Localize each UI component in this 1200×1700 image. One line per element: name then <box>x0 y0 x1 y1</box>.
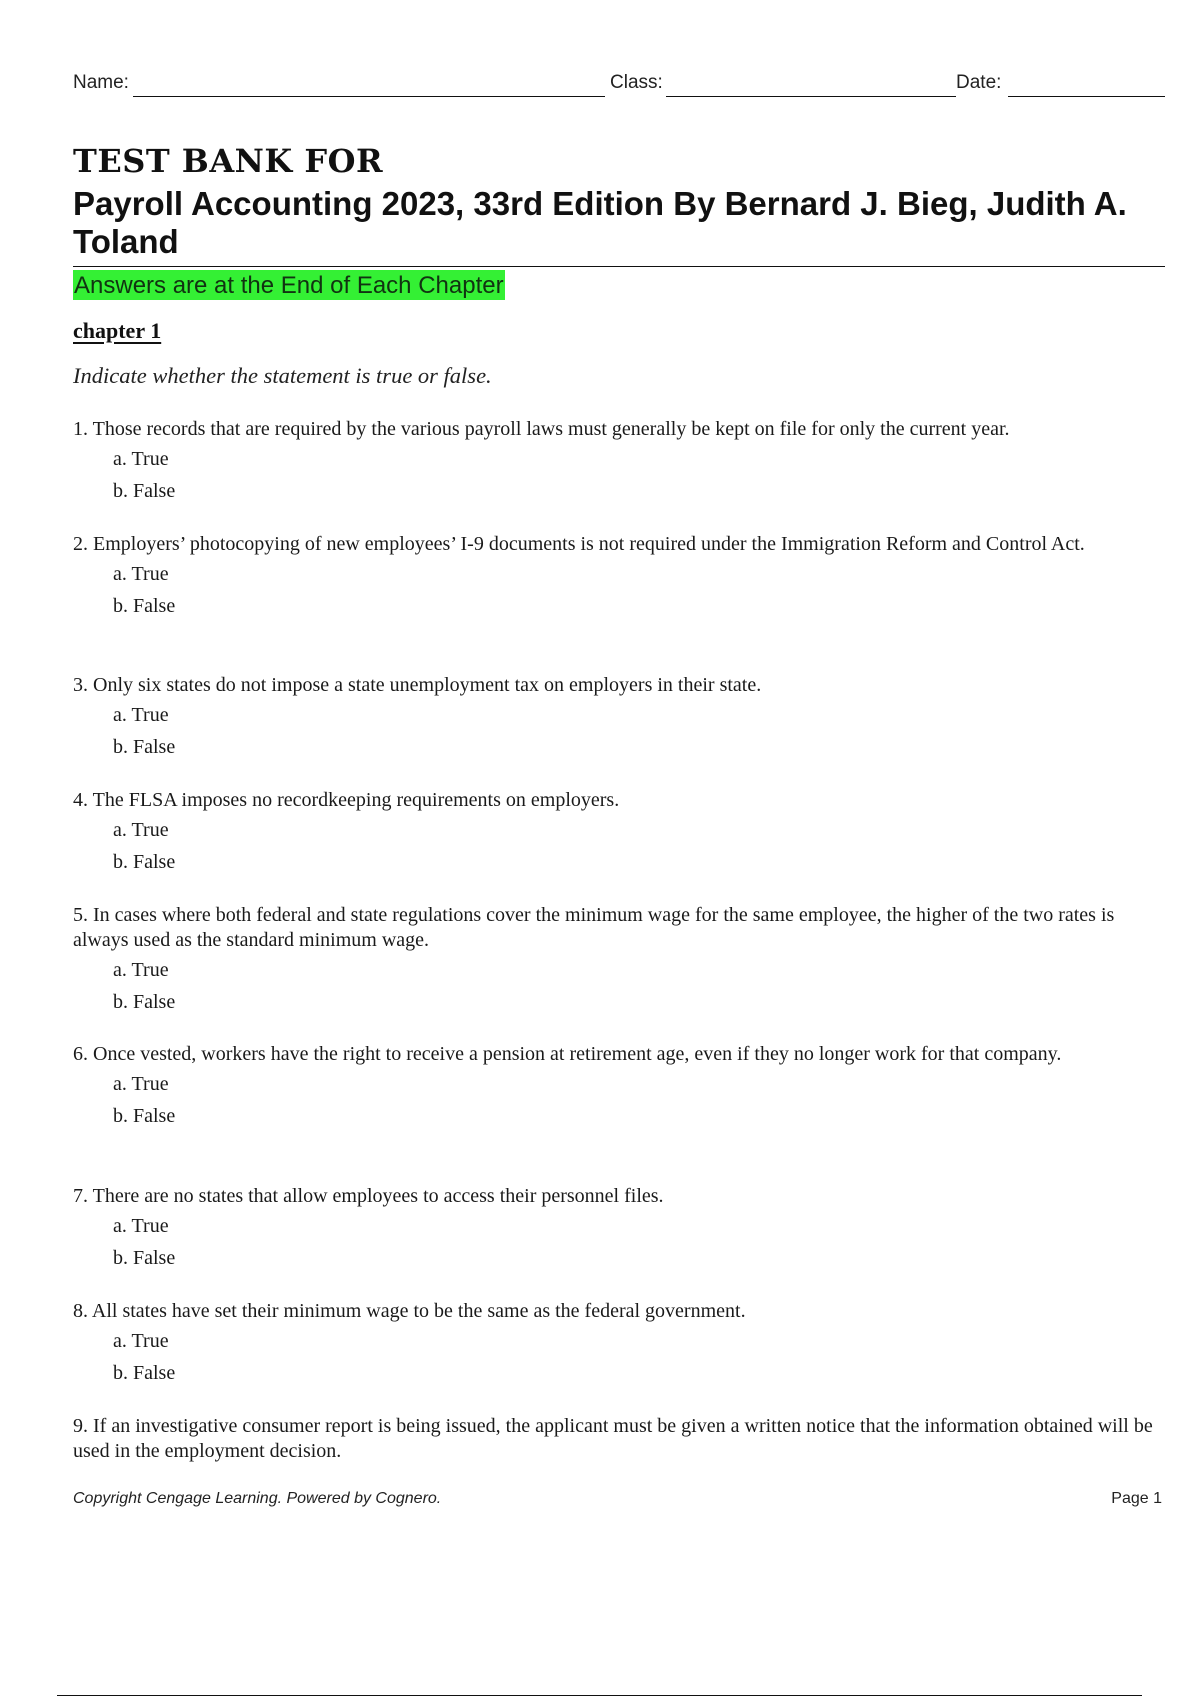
document-page <box>73 0 1162 1700</box>
answers-note-highlight: Answers are at the End of Each Chapter <box>74 272 504 299</box>
option-true: a. True <box>113 563 169 585</box>
question-stem: 9. If an investigative consumer report is being issued, the applicant must be given a written notice that the information obtained will be used in the employment decision. <box>73 1415 1153 1462</box>
question-item <box>73 788 1165 877</box>
chapter-heading: chapter 1 <box>73 318 162 343</box>
question-stem: 1. Those records that are required by the various payroll laws must generally be kept on file for only the current year. <box>73 418 1010 440</box>
option-false: b. False <box>113 1362 176 1384</box>
name-label: Name: <box>73 72 129 93</box>
question-item <box>73 532 1165 621</box>
page-bottom-divider <box>57 1695 1142 1696</box>
option-true: a. True <box>113 959 169 981</box>
option-false: b. False <box>113 595 176 617</box>
student-info-header <box>73 72 1162 102</box>
copyright-text: Copyright Cengage Learning. Powered by Cognero. <box>73 1490 442 1507</box>
date-label: Date: <box>956 72 1002 93</box>
question-stem: 7. There are no states that allow employees to access their personnel files. <box>73 1185 664 1207</box>
name-field-line[interactable] <box>133 96 605 97</box>
test-bank-heading: TEST BANK FOR <box>73 142 384 180</box>
class-field-line[interactable] <box>666 96 956 97</box>
question-item <box>73 673 1165 762</box>
date-field-line[interactable] <box>1008 96 1165 97</box>
question-stem: 5. In cases where both federal and state regulations cover the minimum wage for the same employee, the higher of the two rates is always used as the standard minimum wage. <box>73 904 1115 951</box>
question-stem: 4. The FLSA imposes no recordkeeping requirements on employers. <box>73 789 620 811</box>
question-item <box>73 1042 1165 1131</box>
option-true: a. True <box>113 704 169 726</box>
option-false: b. False <box>113 480 176 502</box>
book-title: Payroll Accounting 2023, 33rd Edition By Bernard J. Bieg, Judith A. Toland <box>73 185 1127 260</box>
question-item <box>73 1299 1165 1388</box>
page-number: Page 1 <box>1111 1490 1162 1507</box>
instructions-text: Indicate whether the statement is true or false. <box>73 363 492 388</box>
question-stem: 2. Employers’ photocopying of new employees’ I-9 documents is not required under the Immigration Reform and Control Act. <box>73 533 1085 555</box>
question-item <box>73 903 1165 1017</box>
option-false: b. False <box>113 1105 176 1127</box>
option-false: b. False <box>113 851 176 873</box>
option-true: a. True <box>113 1073 169 1095</box>
option-false: b. False <box>113 991 176 1013</box>
option-true: a. True <box>113 1215 169 1237</box>
question-item <box>73 1184 1165 1273</box>
question-stem: 3. Only six states do not impose a state unemployment tax on employers in their state. <box>73 674 762 696</box>
question-stem: 6. Once vested, workers have the right to receive a pension at retirement age, even if they no longer work for that company. <box>73 1043 1062 1065</box>
option-false: b. False <box>113 736 176 758</box>
title-divider <box>73 266 1165 267</box>
class-label: Class: <box>610 72 663 93</box>
option-false: b. False <box>113 1247 176 1269</box>
question-item <box>73 1414 1165 1464</box>
option-true: a. True <box>113 1330 169 1352</box>
option-true: a. True <box>113 448 169 470</box>
option-true: a. True <box>113 819 169 841</box>
question-stem: 8. All states have set their minimum wage to be the same as the federal government. <box>73 1300 746 1322</box>
question-item <box>73 417 1165 506</box>
